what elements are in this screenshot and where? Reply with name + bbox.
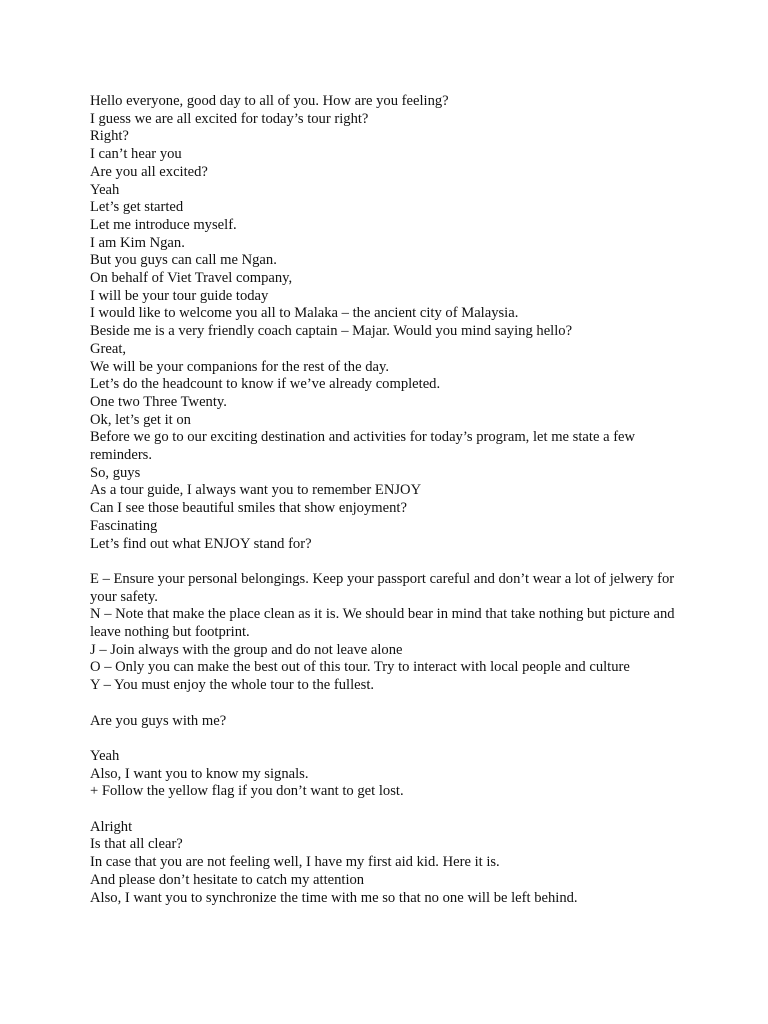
text-line: I can’t hear you [90, 146, 182, 163]
text-line: Yeah [90, 747, 120, 764]
text-line: Is that all clear? [90, 836, 183, 853]
text-line: O – Only you can make the best out of this tour. Try to interact with local people and culture [90, 659, 630, 676]
blank-line [90, 730, 690, 748]
text-line: I guess we are all excited for today’s tour right? [90, 110, 369, 127]
text-line: J – Join always with the group and do not leave alone [90, 641, 403, 658]
text-line: I would like to welcome you all to Malaka – the ancient city of Malaysia. [90, 305, 519, 322]
text-line: Great, [90, 340, 127, 357]
text-line: Are you guys with me? [90, 712, 227, 729]
blank-line [90, 695, 690, 713]
text-line: Also, I want you to know my signals. [90, 765, 309, 782]
text-line: So, guys [90, 464, 141, 481]
text-line: Can I see those beautiful smiles that show enjoyment? [90, 500, 407, 517]
text-line: In case that you are not feeling well, I have my first aid kid. Here it is. [90, 854, 500, 871]
text-line: Hello everyone, good day to all of you. How are you feeling? [90, 93, 449, 109]
text-line: Are you all excited? [90, 163, 208, 180]
blank-line [90, 801, 690, 819]
text-line: N – Note that make the place clean as it is. We should bear in mind that take nothing but picture and leave nothing but footprint. [90, 606, 675, 641]
text-line: Ok, let’s get it on [90, 411, 191, 428]
text-line: Let me introduce myself. [90, 216, 237, 233]
text-line: Also, I want you to synchronize the time with me so that no one will be left behind. [90, 889, 578, 906]
text-line: E – Ensure your personal belongings. Keep your passport careful and don’t wear a lot of jelwery for your safety. [90, 570, 675, 605]
blank-line [90, 553, 690, 571]
text-line: But you guys can call me Ngan. [90, 252, 277, 269]
text-line: Right? [90, 128, 129, 145]
text-line: Beside me is a very friendly coach captain – Majar. Would you mind saying hello? [90, 323, 573, 340]
text-line: Alright [90, 818, 133, 835]
text-line: I am Kim Ngan. [90, 234, 185, 251]
text-line: Yeah [90, 181, 120, 198]
text-line: As a tour guide, I always want you to remember ENJOY [90, 482, 422, 499]
text-line: Y – You must enjoy the whole tour to the fullest. [90, 677, 375, 694]
text-line: And please don’t hesitate to catch my attention [90, 871, 365, 888]
text-line: Let’s do the headcount to know if we’ve already completed. [90, 376, 441, 393]
text-line: Before we go to our exciting destination and activities for today’s program, let me state a few reminders. [90, 429, 636, 464]
text-line: We will be your companions for the rest of the day. [90, 358, 389, 375]
document-body [90, 93, 690, 907]
text-line: One two Three Twenty. [90, 393, 227, 410]
text-line: Let’s find out what ENJOY stand for? [90, 535, 312, 552]
text-line: + Follow the yellow flag if you don’t want to get lost. [90, 783, 404, 800]
text-line: Let’s get started [90, 199, 184, 216]
text-line: I will be your tour guide today [90, 287, 269, 304]
text-line: On behalf of Viet Travel company, [90, 270, 293, 287]
text-line: Fascinating [90, 517, 158, 534]
